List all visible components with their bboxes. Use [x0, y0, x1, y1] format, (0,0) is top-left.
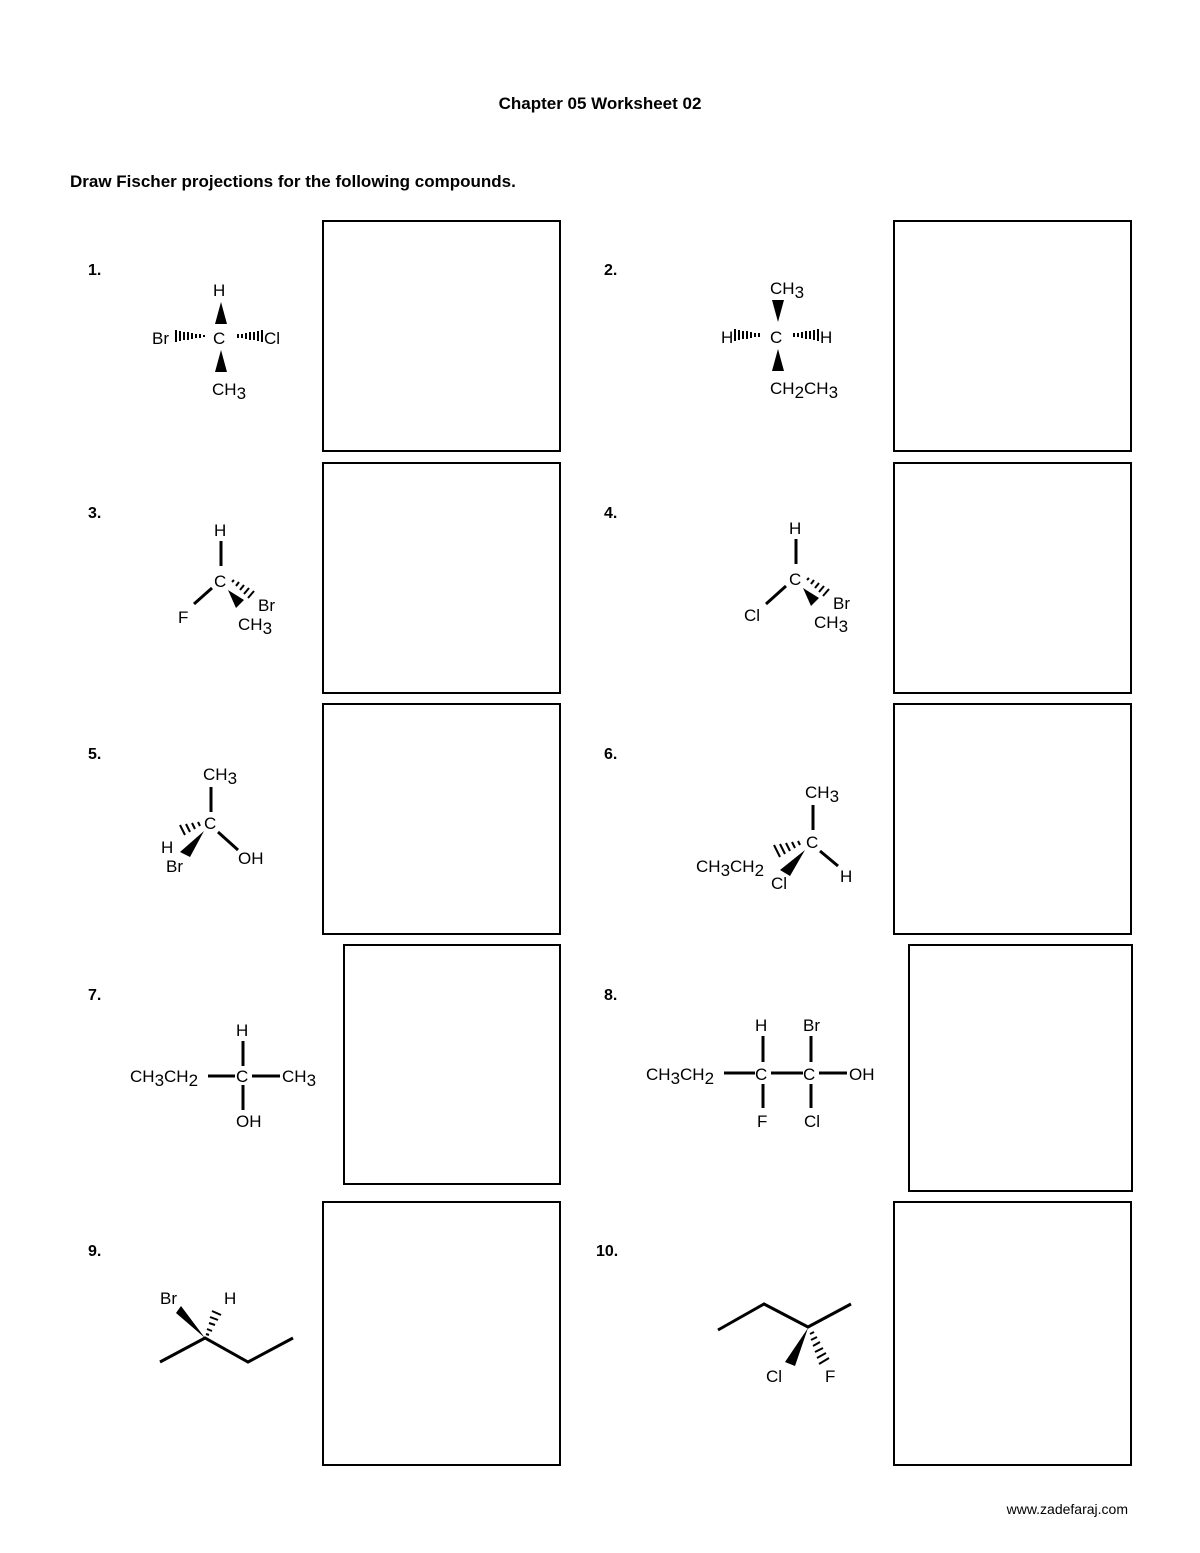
problem-number-3: 3.: [88, 505, 102, 522]
svg-text:CH3CH2: CH3CH2: [646, 1065, 715, 1088]
svg-text:H: H: [755, 1016, 768, 1035]
molecule-1: [152, 281, 280, 403]
problem-number-9: 9.: [88, 1243, 102, 1260]
svg-text:C: C: [236, 1067, 249, 1086]
problem-number-6: 6.: [604, 746, 618, 763]
footer-url: www.zadefaraj.com: [1006, 1501, 1128, 1517]
svg-text:Cl: Cl: [744, 606, 761, 625]
svg-text:Br: Br: [166, 857, 183, 876]
molecule-4: [744, 519, 850, 636]
svg-text:H: H: [840, 867, 853, 886]
svg-text:Cl: Cl: [766, 1367, 783, 1386]
problem-number-2: 2.: [604, 262, 618, 279]
svg-text:Br: Br: [152, 329, 169, 348]
molecule-6: [696, 783, 852, 893]
svg-text:CH2CH3: CH2CH3: [770, 379, 839, 402]
svg-text:H: H: [789, 519, 802, 538]
svg-text:Cl: Cl: [264, 329, 281, 348]
svg-text:Cl: Cl: [804, 1112, 821, 1131]
svg-text:C: C: [789, 570, 802, 589]
molecule-9: [160, 1289, 293, 1362]
problem-number-1: 1.: [88, 262, 102, 279]
svg-text:CH3: CH3: [212, 380, 247, 403]
svg-text:CH3: CH3: [282, 1067, 317, 1090]
svg-text:F: F: [178, 608, 189, 627]
svg-text:OH: OH: [238, 849, 264, 868]
svg-text:H: H: [820, 328, 833, 347]
svg-text:OH: OH: [849, 1065, 875, 1084]
problem-number-5: 5.: [88, 746, 102, 763]
problem-number-10: 10.: [596, 1243, 619, 1260]
svg-text:F: F: [757, 1112, 768, 1131]
svg-text:H: H: [721, 328, 734, 347]
svg-text:H: H: [224, 1289, 237, 1308]
svg-text:Br: Br: [803, 1016, 820, 1035]
svg-text:H: H: [214, 521, 227, 540]
molecule-3: [178, 521, 275, 638]
svg-text:C: C: [755, 1065, 768, 1084]
svg-text:F: F: [825, 1367, 836, 1386]
molecule-7: [130, 1021, 316, 1131]
instructions: Draw Fischer projections for the following compounds.: [70, 172, 516, 191]
svg-text:OH: OH: [236, 1112, 262, 1131]
svg-text:C: C: [213, 329, 226, 348]
svg-text:C: C: [214, 572, 227, 591]
molecule-8: [646, 1016, 875, 1131]
svg-text:Br: Br: [833, 594, 850, 613]
svg-text:C: C: [770, 328, 783, 347]
svg-text:CH3: CH3: [238, 615, 273, 638]
svg-text:Br: Br: [160, 1289, 177, 1308]
page-title: Chapter 05 Worksheet 02: [498, 94, 702, 113]
svg-text:H: H: [161, 838, 174, 857]
molecule-5: [161, 765, 264, 876]
svg-text:CH3CH2: CH3CH2: [696, 857, 765, 880]
problem-number-8: 8.: [604, 987, 618, 1004]
svg-text:CH3: CH3: [203, 765, 238, 788]
molecule-10: [718, 1304, 851, 1386]
svg-text:C: C: [204, 814, 217, 833]
molecule-2: [721, 279, 838, 402]
svg-text:H: H: [213, 281, 226, 300]
svg-text:CH3: CH3: [814, 613, 849, 636]
problem-number-4: 4.: [604, 505, 618, 522]
svg-text:CH3CH2: CH3CH2: [130, 1067, 199, 1090]
svg-text:Br: Br: [258, 596, 275, 615]
svg-text:CH3: CH3: [770, 279, 805, 302]
problem-number-7: 7.: [88, 987, 102, 1004]
svg-text:H: H: [236, 1021, 249, 1040]
svg-text:C: C: [803, 1065, 816, 1084]
svg-text:Cl: Cl: [771, 874, 788, 893]
svg-text:C: C: [806, 833, 819, 852]
svg-text:CH3: CH3: [805, 783, 840, 806]
